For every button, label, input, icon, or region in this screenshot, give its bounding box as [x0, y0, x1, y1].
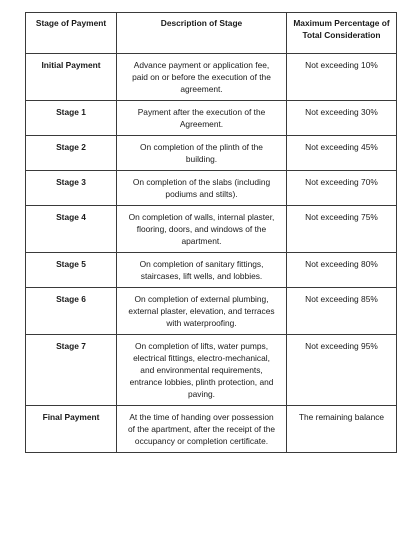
table-row [26, 101, 397, 136]
description-cell: Advance payment or application fee, paid on or before the execution of the agreement. [117, 54, 287, 101]
description-cell: At the time of handing over possession of the apartment, after the receipt of the occupancy or completion certificate. [117, 406, 287, 453]
description-cell: On completion of the plinth of the building. [117, 136, 287, 171]
description-cell: On completion of the slabs (including podiums and stilts). [117, 171, 287, 206]
stage-cell: Stage 3 [26, 171, 117, 206]
percentage-cell: Not exceeding 95% [287, 335, 397, 406]
stage-cell: Stage 2 [26, 136, 117, 171]
header-description-of-stage: Description of Stage [117, 13, 287, 54]
payment-schedule-table-container [25, 12, 396, 453]
stage-cell: Stage 5 [26, 253, 117, 288]
table-row [26, 206, 397, 253]
percentage-cell: Not exceeding 30% [287, 101, 397, 136]
percentage-cell: Not exceeding 85% [287, 288, 397, 335]
table-row [26, 253, 397, 288]
table-row [26, 288, 397, 335]
percentage-cell: Not exceeding 10% [287, 54, 397, 101]
description-cell: On completion of walls, internal plaster, flooring, doors, and windows of the apartment. [117, 206, 287, 253]
percentage-cell: Not exceeding 45% [287, 136, 397, 171]
table-body [26, 54, 397, 453]
payment-schedule-table [25, 12, 397, 453]
header-stage-of-payment: Stage of Payment [26, 13, 117, 54]
table-row [26, 171, 397, 206]
stage-cell: Initial Payment [26, 54, 117, 101]
description-cell: On completion of external plumbing, external plaster, elevation, and terraces with waterproofing. [117, 288, 287, 335]
header-row [26, 13, 397, 54]
description-cell: On completion of lifts, water pumps, electrical fittings, electro-mechanical, and environmental requirements, entrance lobbies, plinth protection, and paving. [117, 335, 287, 406]
table-row [26, 54, 397, 101]
table-row [26, 136, 397, 171]
stage-cell: Final Payment [26, 406, 117, 453]
table-row [26, 406, 397, 453]
percentage-cell: Not exceeding 80% [287, 253, 397, 288]
percentage-cell: Not exceeding 70% [287, 171, 397, 206]
stage-cell: Stage 1 [26, 101, 117, 136]
percentage-cell: Not exceeding 75% [287, 206, 397, 253]
stage-cell: Stage 6 [26, 288, 117, 335]
description-cell: Payment after the execution of the Agreement. [117, 101, 287, 136]
table-header [26, 13, 397, 54]
description-cell: On completion of sanitary fittings, staircases, lift wells, and lobbies. [117, 253, 287, 288]
header-maximum-percentage: Maximum Percentage of Total Consideration [287, 13, 397, 54]
percentage-cell: The remaining balance [287, 406, 397, 453]
table-row [26, 335, 397, 406]
stage-cell: Stage 7 [26, 335, 117, 406]
stage-cell: Stage 4 [26, 206, 117, 253]
